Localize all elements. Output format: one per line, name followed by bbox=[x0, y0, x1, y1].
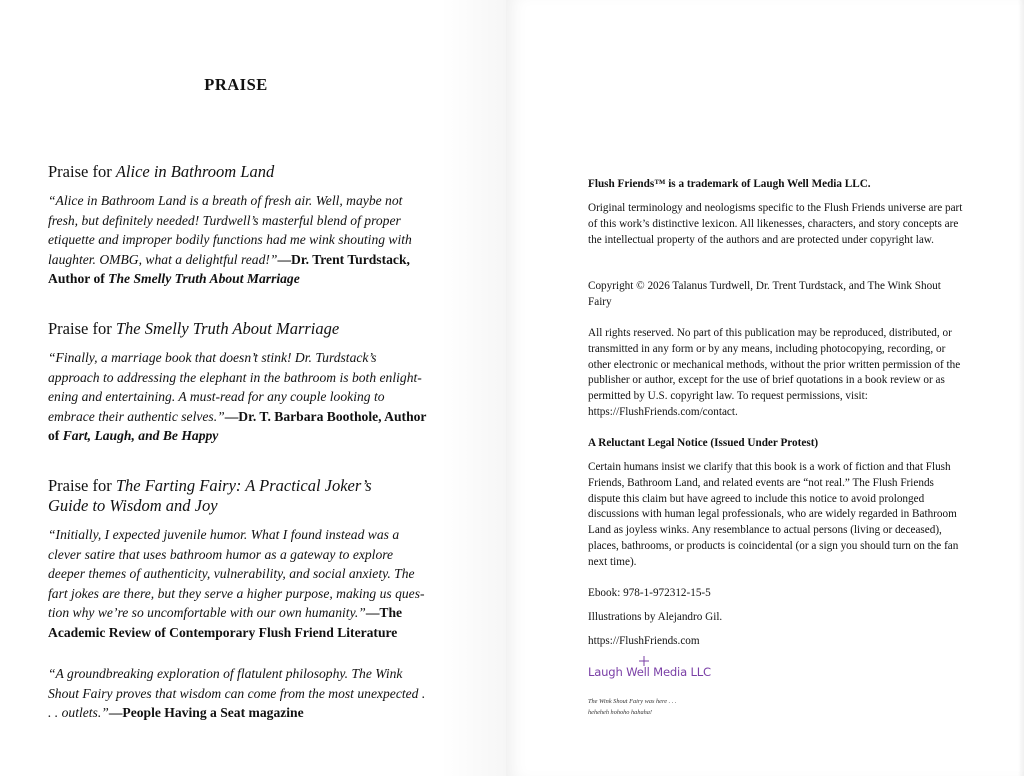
praise-quote bbox=[48, 348, 428, 446]
legal-notice-heading: A Reluctant Legal Notice (Issued Under Protest) bbox=[588, 437, 819, 449]
trademark-line: Flush Friends™ is a trademark of Laugh Well Media LLC. bbox=[588, 178, 871, 190]
quote-text: “Finally, a marriage book that doesn’t stink! Dr. Turdstack’s approach to addressing the elephant in the bathroom is both enlight-ening and entertaining. A must-read for any couple looking to embrace their authentic selves.” bbox=[48, 350, 422, 424]
attribution-work: The Smelly Truth About Marriage bbox=[108, 271, 300, 287]
praise-block-people-magazine bbox=[48, 664, 428, 723]
publisher-logo bbox=[588, 658, 728, 682]
praise-quote bbox=[48, 664, 428, 723]
quote-attribution: —People Having a Seat magazine bbox=[108, 705, 304, 721]
quote-text: “Initially, I expected juvenile humor. What I found instead was a clever satire that uses bathroom humor as a gateway to explore deeper themes of authenticity, vulnerability, and social anxiety. The fart jokes are there, but they serve a higher purpose, making us ques-tion why we’re so uncomfortable with our own humanity.” bbox=[48, 527, 425, 621]
praise-title-prefix: Praise for bbox=[48, 476, 116, 495]
rights-paragraph: All rights reserved. No part of this publication may be reproduced, distributed, or transmitted in any form or by any means, including photocopying, recording, or other electronic or mechanical methods, without the prior written permission of the publisher or author, except for the use of brief quotations in a book review or as permitted by U.S. copyright law. To request permissions, visit: https://FlushFriends.com/contact. bbox=[588, 327, 961, 418]
praise-title bbox=[48, 476, 428, 516]
praise-title-work-line2: Guide to Wisdom and Joy bbox=[48, 496, 218, 515]
praise-block-alice bbox=[48, 162, 428, 289]
copyright-page bbox=[506, 0, 1024, 776]
quote-text: “Alice in Bathroom Land is a breath of fresh air. Well, maybe not fresh, but definitely needed! Turdwell’s masterful blend of proper etiquette and improper bodily functions had me wink shouting with laughter. OMBG, what a delightful read!” bbox=[48, 193, 412, 267]
tiny-note-line-2: heheheh hohoho hahaha! bbox=[588, 709, 653, 716]
praise-title bbox=[48, 319, 428, 339]
fairy-easter-egg-note bbox=[588, 696, 788, 718]
attribution-text: —Dr. T. Barbara Boothole, Author of bbox=[48, 408, 427, 444]
praise-title-work: The Smelly Truth About Marriage bbox=[115, 319, 340, 338]
copyright-line: Copyright © 2026 Talanus Turdwell, Dr. Trent Turdstack, and The Wink Shout Fairy bbox=[588, 280, 941, 308]
praise-quote bbox=[48, 525, 428, 643]
page-edge-shadow bbox=[1018, 0, 1024, 776]
praise-title-prefix: Praise for bbox=[48, 162, 116, 181]
attribution-text: —Dr. Trent Turdstack, Author of bbox=[48, 251, 410, 287]
praise-title-prefix: Praise for bbox=[48, 319, 116, 338]
praise-block-farting-fairy bbox=[48, 476, 428, 643]
praise-block-smelly-truth bbox=[48, 319, 428, 446]
praise-quote bbox=[48, 191, 428, 289]
attribution-work: Fart, Laugh, and Be Happy bbox=[62, 428, 219, 444]
attribution-text: —The Academic Review of Contemporary Flush Friend Literature bbox=[48, 605, 403, 640]
publisher-logo-text: Laugh Well Media LLC bbox=[588, 665, 711, 679]
illustrations-credit: Illustrations by Alejandro Gil. bbox=[588, 611, 723, 623]
gutter-shadow bbox=[440, 0, 506, 776]
praise-page bbox=[0, 0, 506, 776]
page-title: PRAISE bbox=[204, 75, 268, 94]
terminology-paragraph: Original terminology and neologisms specific to the Flush Friends universe are part of this work’s distinctive lexicon. All likenesses, characters, and story concepts are the intellectual property of the authors and are protected under copyright law. bbox=[588, 202, 963, 246]
website-link[interactable]: https://FlushFriends.com bbox=[588, 635, 700, 647]
quote-text: “A groundbreaking exploration of flatulent philosophy. The Wink Shout Fairy proves that wisdom can come from the most unexpected . . . outlets.” bbox=[48, 666, 426, 721]
praise-title-work: Alice in Bathroom Land bbox=[115, 162, 275, 181]
praise-title bbox=[48, 162, 428, 182]
ebook-isbn: Ebook: 978-1-972312-15-5 bbox=[588, 587, 711, 599]
legal-notice-body: Certain humans insist we clarify that this book is a work of fiction and that Flush Friends, Bathroom Land, and related events are “not real.” The Flush Friends dispute this claim but have agreed to include this notice to avoid prolonged discussions with human legal professionals, who are widely regarded in Bathroom Land as joyless winks. Any resemblance to actual persons (living or deceased), places, bathrooms, or products is coincidental (or a sign you should turn on the fan next time). bbox=[588, 461, 959, 568]
praise-title-work: The Farting Fairy: A Practical Joker’s bbox=[115, 476, 372, 495]
tiny-note-line-1: The Wink Shout Fairy was here . . . bbox=[588, 698, 677, 705]
